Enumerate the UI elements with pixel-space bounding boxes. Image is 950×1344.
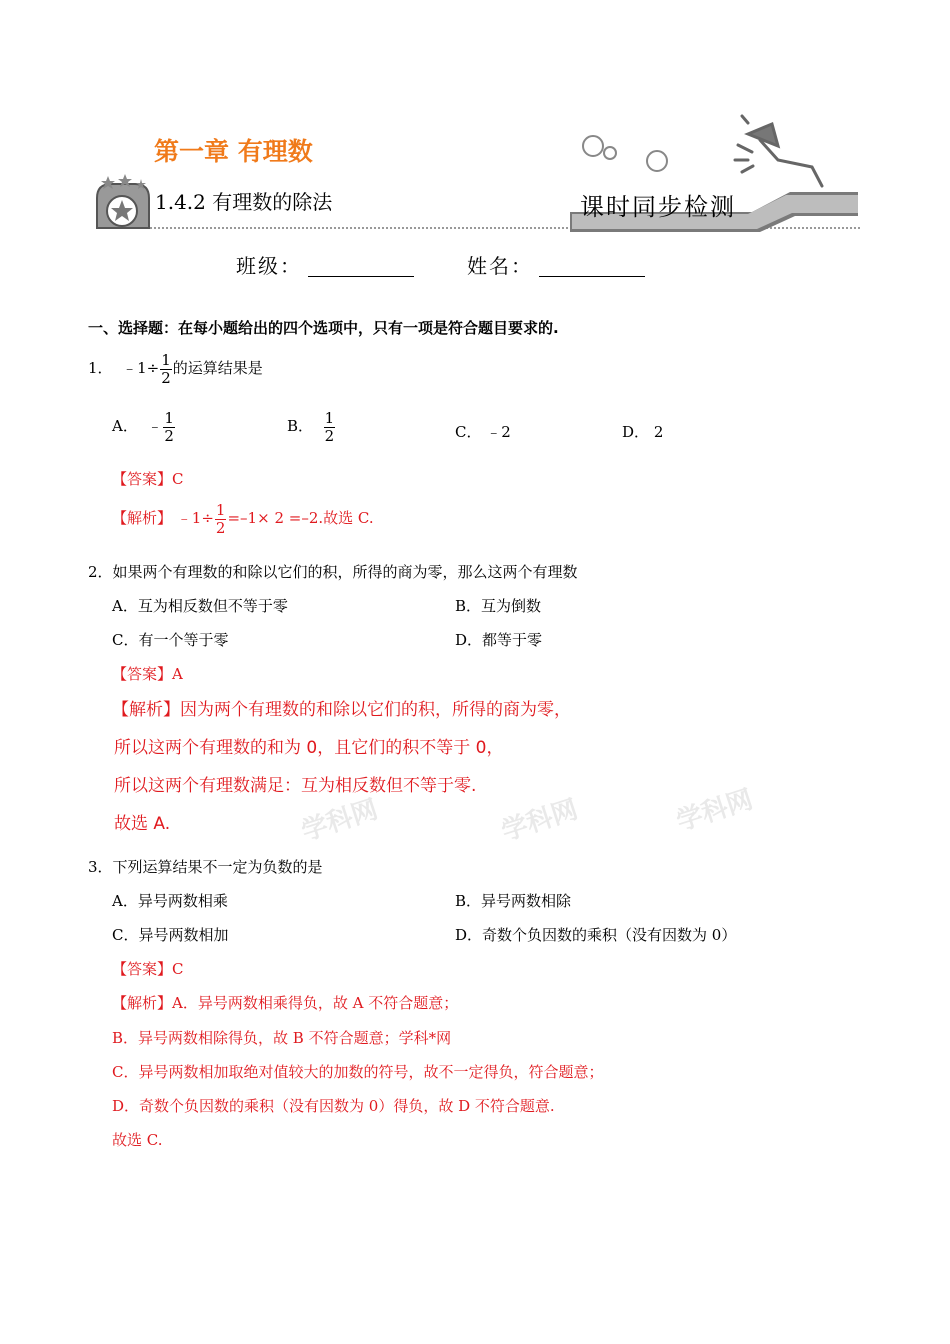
chapter-title: 第一章 有理数	[154, 137, 313, 166]
q3-answer: 【答案】C	[112, 960, 184, 978]
q2-option-c[interactable]: C．有一个等于零	[112, 631, 229, 649]
q2-analysis-line: 所以这两个有理数满足：互为相反数但不等于零.	[114, 776, 477, 796]
q2-option-d[interactable]: D．都等于零	[455, 631, 543, 649]
name-label: 姓名：	[467, 254, 533, 278]
q3-option-b[interactable]: B．异号两数相除	[455, 892, 572, 910]
bubble-icon	[583, 136, 667, 171]
fraction: $\frac{1}{2}$	[215, 501, 226, 537]
q3-option-a[interactable]: A．异号两数相乘	[112, 892, 228, 910]
name-blank[interactable]	[539, 256, 645, 277]
q2-option-a[interactable]: A．互为相反数但不等于零	[112, 597, 288, 615]
q3-analysis-line: C．异号两数相加取绝对值较大的加数的符号，故不一定得负，符合题意；	[112, 1063, 604, 1081]
q2-analysis-line: 【解析】因为两个有理数的和除以它们的积，所得的商为零，	[112, 700, 571, 720]
watermark: 学科网	[298, 794, 382, 848]
q1-option-d[interactable]: D． 2	[622, 423, 664, 441]
q1-option-b[interactable]: B． $\frac{1}{2}$	[287, 409, 335, 445]
q2-answer: 【答案】A	[112, 665, 183, 683]
q2-option-b[interactable]: B．互为倒数	[455, 597, 542, 615]
question-3-stem: 3．下列运算结果不一定为负数的是	[88, 858, 323, 876]
q2-analysis-line: 所以这两个有理数的和为 0，且它们的积不等于 0，	[114, 738, 504, 758]
watermark: 学科网	[498, 794, 582, 848]
section-heading: 一、选择题：在每小题给出的四个选项中，只有一项是符合题目要求的.	[88, 319, 559, 337]
q3-option-c[interactable]: C．异号两数相加	[112, 926, 229, 944]
q2-analysis-line: 故选 A.	[114, 814, 171, 834]
star-badge-icon	[97, 174, 149, 228]
lamp-icon	[735, 116, 822, 186]
name-field[interactable]	[467, 250, 645, 279]
class-blank[interactable]	[308, 256, 414, 277]
question-1-stem: 1． ﹣1÷ $\frac{1}{2}$ 的运算结果是	[88, 351, 263, 387]
fraction: $\frac{1}{2}$	[324, 409, 335, 445]
q3-analysis-line: D．奇数个负因数的乘积（没有因数为 0）得负，故 D 不符合题意.	[112, 1097, 555, 1115]
class-label: 班级：	[236, 254, 302, 278]
q3-option-d[interactable]: D．奇数个负因数的乘积（没有因数为 0）	[455, 926, 737, 944]
q1-answer: 【答案】C	[112, 470, 184, 488]
q3-analysis-line: 【解析】A．异号两数相乘得负，故 A 不符合题意；	[112, 994, 459, 1012]
section-title: 1.4.2 有理数的除法	[155, 190, 333, 214]
banner-title: 课时同步检测	[580, 193, 736, 221]
fraction: $\frac{1}{2}$	[161, 351, 171, 387]
q1-analysis: 【解析】 ﹣1÷ $\frac{1}{2}$ =–1× 2 =–2.故选 C.	[112, 501, 374, 537]
watermark: 学科网	[673, 784, 757, 838]
question-2-stem: 2．如果两个有理数的和除以它们的积，所得的商为零，那么这两个有理数	[88, 563, 578, 581]
q1-option-c[interactable]: C． ﹣2	[455, 423, 511, 441]
q3-analysis-line: 故选 C.	[112, 1131, 163, 1149]
fraction: $\frac{1}{2}$	[164, 409, 174, 445]
q1-option-a[interactable]: A． ﹣ $\frac{1}{2}$	[112, 409, 174, 445]
q3-analysis-line: B．异号两数相除得负，故 B 不符合题意；学科*网	[112, 1029, 452, 1047]
class-field[interactable]	[236, 250, 414, 279]
